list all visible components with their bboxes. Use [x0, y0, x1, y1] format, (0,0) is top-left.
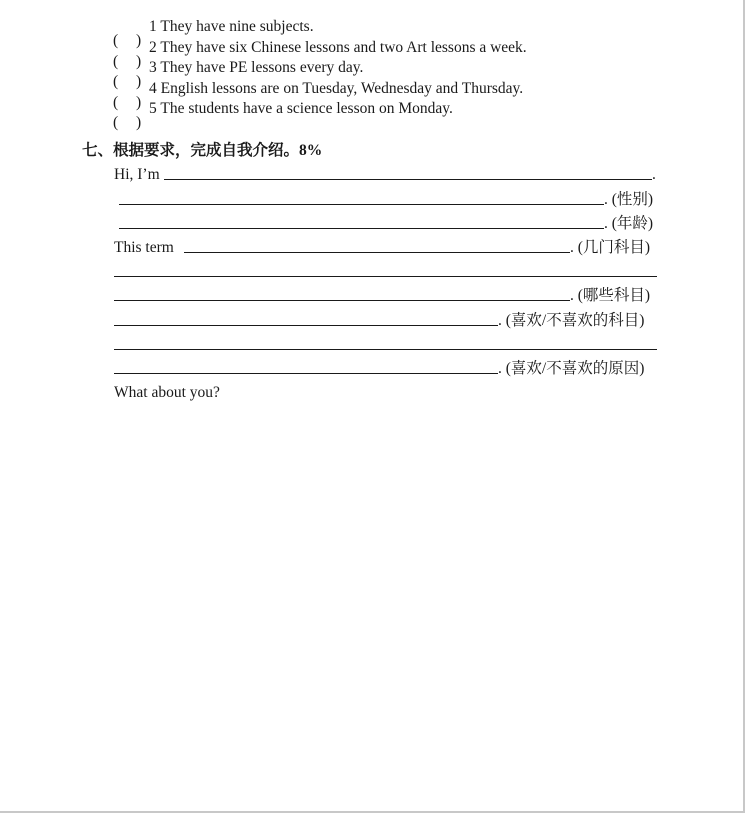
reason-hint: . (喜欢/不喜欢的原因): [498, 360, 645, 377]
closing-question: What about you?: [114, 384, 220, 401]
age-hint: . (年龄): [604, 215, 654, 232]
hi-end-period: .: [652, 166, 656, 183]
question-item: ( ) 5 The students have a science lesson on Monday.: [113, 100, 453, 131]
subjects-blank-line[interactable]: [114, 276, 657, 277]
question-text: 3 They have PE lessons every day.: [149, 59, 364, 76]
which-subjects-blank[interactable]: [114, 300, 570, 301]
true-false-questions: [113, 17, 527, 131]
age-blank[interactable]: [119, 228, 604, 229]
question-text: 4 English lessons are on Tuesday, Wednesday and Thursday.: [149, 79, 524, 97]
like-dislike-blank[interactable]: [114, 325, 498, 326]
gender-blank[interactable]: [119, 204, 604, 205]
hi-label: Hi, I’m: [114, 166, 160, 183]
question-text: 2 They have six Chinese lessons and two Art lessons a week.: [149, 38, 527, 56]
question-text: 5 The students have a science lesson on Monday.: [149, 100, 453, 117]
section-score: 8%: [299, 142, 323, 159]
this-term-label: This term: [114, 239, 174, 256]
gender-hint: . (性别): [604, 191, 654, 208]
subject-count-hint: . (几门科目): [570, 239, 651, 256]
subject-count-blank[interactable]: [184, 252, 570, 253]
question-item: ( ) 1 They have nine subjects.: [113, 18, 314, 49]
question-text: 1 They have nine subjects.: [149, 18, 314, 35]
like-dislike-hint: . (喜欢/不喜欢的科目): [498, 312, 645, 329]
question-item: ( ) 2 They have six Chinese lessons and two Art lessons a week.: [113, 38, 527, 70]
reason-blank[interactable]: [114, 373, 498, 374]
question-item: ( ) 4 English lessons are on Tuesday, Wednesday and Thursday.: [113, 79, 524, 111]
section-title: 七、根据要求，完成自我介绍。8%: [82, 141, 323, 159]
which-subjects-hint: . (哪些科目): [570, 287, 651, 304]
name-blank[interactable]: [164, 179, 652, 180]
question-item: ( ) 3 They have PE lessons every day.: [113, 59, 364, 90]
reason-blank-line[interactable]: [114, 349, 657, 350]
